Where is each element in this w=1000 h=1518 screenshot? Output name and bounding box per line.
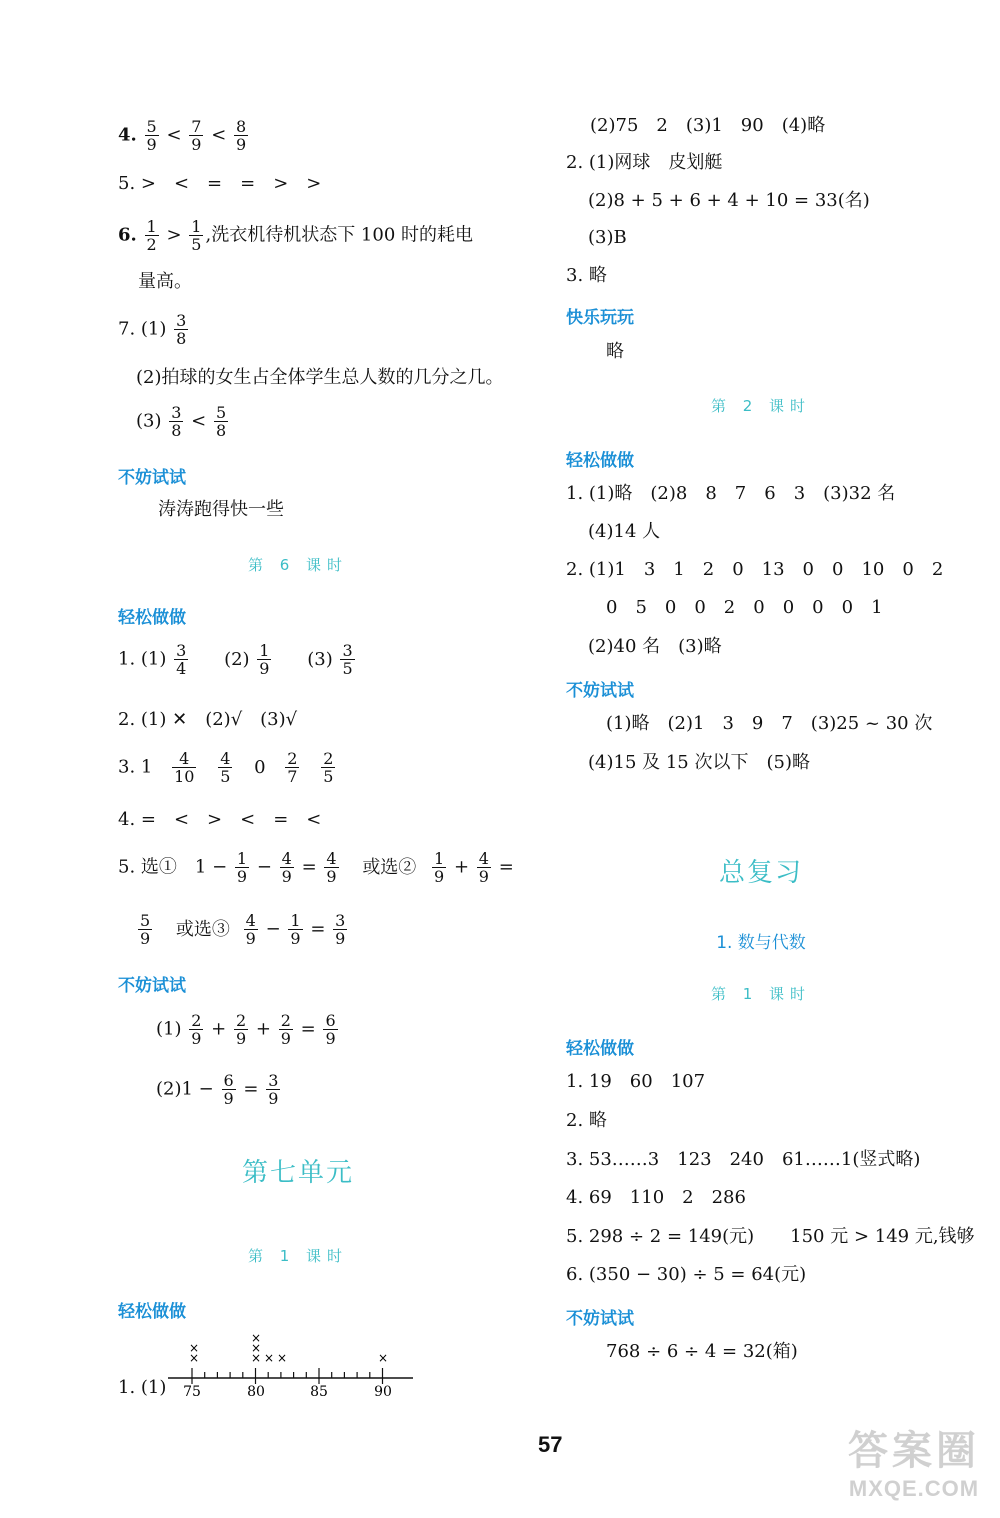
line-plot-label: 1. (1) — [118, 1377, 167, 1398]
lesson-title: 第 1 课时 — [710, 985, 812, 1003]
fraction: $\frac{1}{5}$ — [191, 217, 202, 254]
fraction: $\frac{2}{9}$ — [191, 1011, 202, 1048]
fraction: $\frac{3}{9}$ — [268, 1071, 279, 1108]
section-heading: 轻松做做 — [118, 1302, 186, 1322]
section-heading: 轻松做做 — [566, 451, 634, 471]
section-heading: 不妨试试 — [566, 681, 634, 701]
lesson-title: 第 2 课时 — [710, 397, 812, 415]
answer-line: 4. 69 110 2 286 — [566, 1187, 746, 1208]
fraction: $\frac{6}{9}$ — [223, 1071, 234, 1108]
answer-line: 略 — [606, 341, 624, 362]
review-title: 总复习 — [718, 858, 803, 888]
fraction: $\frac{3}{8}$ — [176, 311, 187, 348]
x-mark: × — [188, 1341, 200, 1355]
fraction: $\frac{8}{9}$ — [236, 117, 247, 154]
tick-label: 90 — [374, 1384, 392, 1400]
answer-q4: 4. = < > < = < — [118, 809, 322, 830]
try-answer: 涛涛跑得快一些 — [158, 499, 284, 520]
fraction: $\frac{5}{9}$ — [146, 117, 157, 154]
answer-4: 4. $\frac{5}{9}$ < $\frac{7}{9}$ < $\frac{8}{9}$ — [118, 117, 247, 154]
fraction: $\frac{3}{8}$ — [171, 403, 182, 440]
plot-marks — [189, 1331, 388, 1365]
fraction: $\frac{6}{9}$ — [325, 1011, 336, 1048]
x-mark: × — [250, 1351, 262, 1365]
line-plot — [168, 1330, 428, 1400]
fraction: $\frac{3}{5}$ — [342, 641, 353, 678]
x-mark: × — [188, 1351, 200, 1365]
answer-line: 5. 298 ÷ 2 = 149(元) 150 元 > 149 元,钱够 — [566, 1226, 975, 1247]
axis-ticks — [192, 1368, 383, 1384]
answer-line: 1. (1)略 (2)8 8 7 6 3 (3)32 名 — [566, 483, 896, 504]
fraction: $\frac{1}{9}$ — [290, 911, 301, 948]
lesson-title: 第 1 课时 — [247, 1247, 349, 1265]
try-2: (2)1 − $\frac{6}{9}$ = $\frac{3}{9}$ — [156, 1071, 279, 1108]
review-subtitle: 1. 数与代数 — [716, 933, 806, 953]
fraction: $\frac{4}{5}$ — [220, 749, 231, 786]
answer-line: 2. (1)1 3 1 2 0 13 0 0 10 0 2 — [566, 559, 944, 580]
answer-7-1: 7. (1) $\frac{3}{8}$ — [118, 311, 187, 348]
fraction: $\frac{5}{9}$ — [140, 911, 151, 948]
unit-title: 第七单元 — [241, 1158, 354, 1188]
answer-q5: 5. 选① 1 − $\frac{1}{9}$ − $\frac{4}{9}$ = $\frac{4}{9}$ 或选② $\frac{1}{9}$ + $\frac{4}{9}$ = — [118, 849, 514, 886]
fraction: $\frac{4}{9}$ — [245, 911, 256, 948]
answer-line: (3)B — [588, 227, 627, 248]
answer-line: (1)略 (2)1 3 9 7 (3)25 ~ 30 次 — [606, 713, 933, 734]
answer-7-2: (2)拍球的女生占全体学生总人数的几分之几。 — [136, 367, 504, 388]
answer-6-cont: 量高。 — [138, 271, 192, 292]
answer-line: 3. 略 — [566, 265, 607, 286]
answer-7-3: (3) $\frac{3}{8}$ < $\frac{5}{8}$ — [136, 403, 227, 440]
answer-q3: 3. 1 $\frac{4}{10}$ $\frac{4}{5}$ 0 $\frac{2}{7}$ $\frac{2}{5}$ — [118, 749, 334, 786]
fraction: $\frac{4}{10}$ — [174, 749, 195, 786]
tick-label: 85 — [310, 1384, 328, 1400]
answer-line: (4)14 人 — [588, 521, 661, 542]
fraction: $\frac{3}{4}$ — [176, 641, 187, 678]
answer-line: 0 5 0 0 2 0 0 0 0 1 — [606, 597, 883, 618]
fraction: $\frac{2}{9}$ — [280, 1011, 291, 1048]
section-heading: 轻松做做 — [566, 1039, 634, 1059]
watermark-url: MXQE.COM — [848, 1476, 980, 1501]
fraction: $\frac{4}{9}$ — [478, 849, 489, 886]
answer-line: (2)75 2 (3)1 90 (4)略 — [590, 115, 826, 136]
answer-line: 3. 53……3 123 240 61……1(竖式略) — [566, 1149, 921, 1170]
answer-line: 2. (1)网球 皮划艇 — [566, 152, 723, 173]
fraction: $\frac{4}{9}$ — [326, 849, 337, 886]
fraction: $\frac{2}{9}$ — [235, 1011, 247, 1048]
section-heading: 轻松做做 — [118, 608, 186, 628]
answer-6: 6. $\frac{1}{2}$ > $\frac{1}{5}$ ,洗衣机待机状态下 100 时的耗电 — [118, 217, 473, 254]
fraction: $\frac{1}{9}$ — [434, 849, 445, 886]
answer-line: 2. 略 — [566, 1110, 607, 1131]
answer-q2: 2. (1) ✕ (2)√ (3)√ — [118, 709, 298, 730]
try-1: (1) $\frac{2}{9}$ + $\frac{2}{9}$ + $\frac{2}{9}$ = $\frac{6}{9}$ — [156, 1011, 336, 1048]
answer-line: 6. (350 − 30) ÷ 5 = 64(元) — [566, 1264, 807, 1285]
tick-label: 80 — [247, 1384, 265, 1400]
fraction: $\frac{3}{9}$ — [335, 911, 346, 948]
watermark-text: 答案圈 — [848, 1429, 980, 1473]
lesson-title: 第 6 课时 — [247, 556, 349, 574]
answer-line: (4)15 及 15 次以下 (5)略 — [588, 752, 810, 773]
answer-line: (2)8 + 5 + 6 + 4 + 10 = 33(名) — [588, 190, 870, 211]
x-mark: × — [377, 1351, 389, 1365]
section-heading: 不妨试试 — [118, 468, 186, 488]
x-mark: × — [250, 1341, 262, 1355]
page-number: 57 — [538, 1432, 563, 1457]
answer-q1: 1. (1) $\frac{3}{4}$ (2) $\frac{1}{9}$ (3) $\frac{3}{5}$ — [118, 641, 353, 678]
answer-q5-cont: $\frac{5}{9}$ 或选③ $\frac{4}{9}$ − $\frac{1}{9}$ = $\frac{3}{9}$ — [140, 911, 346, 948]
fraction: $\frac{4}{9}$ — [281, 849, 292, 886]
section-heading: 不妨试试 — [118, 976, 186, 996]
answer-line: 1. 19 60 107 — [566, 1071, 706, 1092]
section-heading: 不妨试试 — [566, 1309, 634, 1329]
answer-line: 768 ÷ 6 ÷ 4 = 32(箱) — [606, 1341, 798, 1362]
watermark — [848, 1419, 980, 1502]
x-mark: × — [276, 1351, 288, 1365]
section-heading: 快乐玩玩 — [566, 308, 634, 328]
x-mark: × — [250, 1331, 262, 1345]
fraction: $\frac{5}{8}$ — [215, 403, 227, 440]
answer-line: (2)40 名 (3)略 — [588, 636, 722, 657]
fraction: $\frac{1}{9}$ — [259, 641, 270, 678]
tick-label: 75 — [183, 1384, 201, 1400]
fraction: $\frac{2}{5}$ — [323, 749, 334, 786]
fraction: $\frac{1}{2}$ — [146, 217, 157, 254]
fraction: $\frac{7}{9}$ — [191, 117, 202, 154]
fraction: $\frac{2}{7}$ — [287, 749, 298, 786]
fraction: $\frac{1}{9}$ — [236, 849, 248, 886]
answer-5: 5. > < = = > > — [118, 173, 322, 194]
x-mark: × — [263, 1351, 275, 1365]
